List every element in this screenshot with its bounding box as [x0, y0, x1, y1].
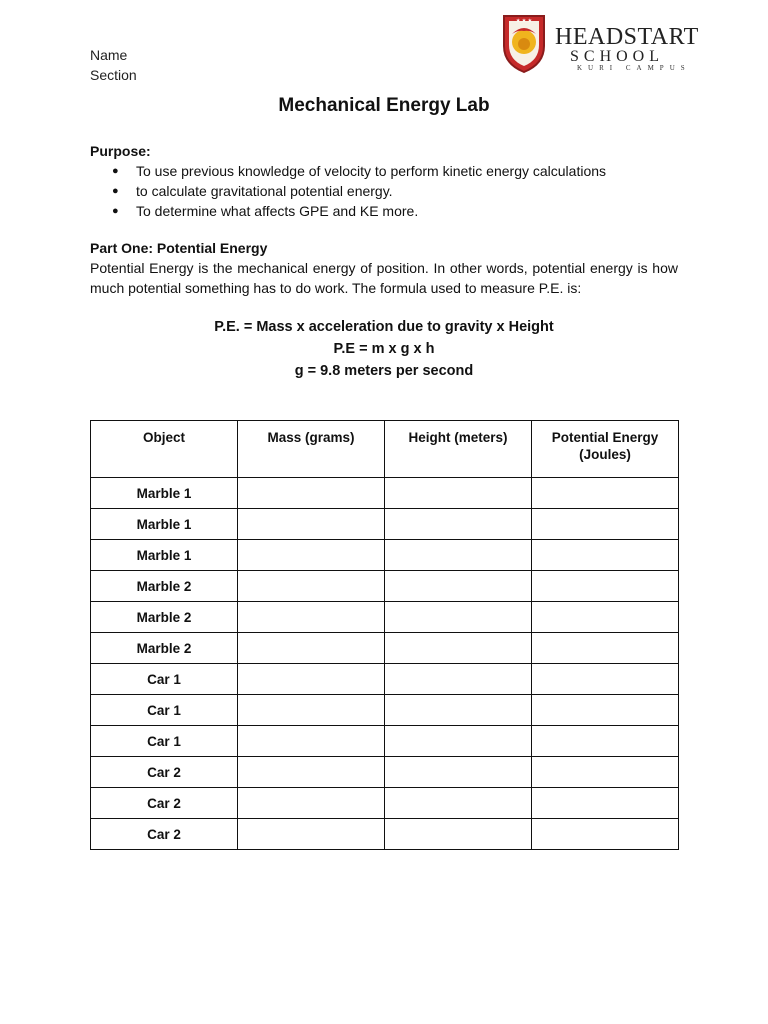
height-cell[interactable]	[385, 757, 532, 788]
mass-cell[interactable]	[238, 695, 385, 726]
column-header: Potential Energy (Joules)	[532, 421, 679, 478]
height-cell[interactable]	[385, 602, 532, 633]
table-row	[91, 757, 679, 788]
height-cell[interactable]	[385, 788, 532, 819]
height-cell[interactable]	[385, 571, 532, 602]
height-cell[interactable]	[385, 478, 532, 509]
mass-cell[interactable]	[238, 478, 385, 509]
energy-cell[interactable]	[532, 788, 679, 819]
table-row	[91, 633, 679, 664]
svg-text:★ ★ ★: ★ ★ ★	[515, 18, 533, 24]
table-row	[91, 726, 679, 757]
energy-cell[interactable]	[532, 726, 679, 757]
object-cell: Marble 2	[91, 571, 238, 602]
object-cell: Marble 1	[91, 478, 238, 509]
column-header: Mass (grams)	[238, 421, 385, 478]
object-cell: Car 2	[91, 819, 238, 850]
energy-cell[interactable]	[532, 819, 679, 850]
energy-cell[interactable]	[532, 602, 679, 633]
energy-cell[interactable]	[532, 695, 679, 726]
table-row	[91, 478, 679, 509]
purpose-heading: Purpose:	[90, 143, 151, 159]
table-row	[91, 540, 679, 571]
column-header: Height (meters)	[385, 421, 532, 478]
mass-cell[interactable]	[238, 664, 385, 695]
student-info	[90, 45, 137, 85]
purpose-item-text: To use previous knowledge of velocity to perform kinetic energy calculations	[136, 163, 607, 179]
part-one-paragraph: Potential Energy is the mechanical energy of position. In other words, potential energy is how much potential something has to do work. The formula used to measure P.E. is:	[90, 260, 678, 296]
energy-cell[interactable]	[532, 571, 679, 602]
mass-cell[interactable]	[238, 509, 385, 540]
purpose-item-text: to calculate gravitational potential energy.	[136, 183, 393, 199]
object-cell: Car 2	[91, 788, 238, 819]
column-header: Object	[91, 421, 238, 478]
object-cell: Car 2	[91, 757, 238, 788]
table-header-row	[91, 421, 679, 478]
mass-cell[interactable]	[238, 540, 385, 571]
purpose-list	[90, 161, 690, 221]
table-row	[91, 819, 679, 850]
formula-line: P.E. = Mass x acceleration due to gravity x Height	[214, 319, 554, 335]
energy-cell[interactable]	[532, 664, 679, 695]
object-cell: Marble 1	[91, 540, 238, 571]
formula-block	[0, 316, 768, 382]
table-row	[91, 571, 679, 602]
mass-cell[interactable]	[238, 726, 385, 757]
energy-cell[interactable]	[532, 633, 679, 664]
table-row	[91, 664, 679, 695]
height-cell[interactable]	[385, 819, 532, 850]
list-item	[90, 201, 690, 221]
mass-cell[interactable]	[238, 757, 385, 788]
logo-subtitle: SCHOOL	[570, 48, 665, 65]
object-cell: Car 1	[91, 726, 238, 757]
potential-energy-table	[90, 420, 679, 850]
purpose-section	[90, 141, 690, 221]
school-logo	[500, 12, 699, 74]
list-item	[90, 181, 690, 201]
energy-cell[interactable]	[532, 540, 679, 571]
table-row	[91, 695, 679, 726]
table-row	[91, 788, 679, 819]
bullet-icon: ●	[112, 165, 119, 177]
height-cell[interactable]	[385, 509, 532, 540]
part-one-heading: Part One: Potential Energy	[90, 240, 268, 256]
bullet-icon: ●	[112, 185, 119, 197]
formula-line: g = 9.8 meters per second	[294, 363, 474, 379]
height-cell[interactable]	[385, 664, 532, 695]
section-label: Section	[90, 67, 137, 83]
logo-title: HEADSTART	[555, 24, 699, 50]
document-title: Mechanical Energy Lab	[278, 95, 490, 116]
energy-cell[interactable]	[532, 757, 679, 788]
shield-icon	[500, 12, 548, 74]
table-row	[91, 602, 679, 633]
mass-cell[interactable]	[238, 571, 385, 602]
height-cell[interactable]	[385, 633, 532, 664]
mass-cell[interactable]	[238, 819, 385, 850]
object-cell: Car 1	[91, 695, 238, 726]
object-cell: Marble 2	[91, 633, 238, 664]
height-cell[interactable]	[385, 695, 532, 726]
mass-cell[interactable]	[238, 788, 385, 819]
logo-campus: KURI CAMPUS	[577, 64, 691, 72]
energy-cell[interactable]	[532, 478, 679, 509]
object-cell: Marble 1	[91, 509, 238, 540]
purpose-item-text: To determine what affects GPE and KE more.	[136, 203, 419, 219]
name-label: Name	[90, 47, 128, 63]
energy-cell[interactable]	[532, 509, 679, 540]
object-cell: Car 1	[91, 664, 238, 695]
bullet-icon: ●	[112, 205, 119, 217]
list-item	[90, 161, 690, 181]
height-cell[interactable]	[385, 726, 532, 757]
height-cell[interactable]	[385, 540, 532, 571]
mass-cell[interactable]	[238, 602, 385, 633]
part-one-section	[90, 238, 678, 298]
formula-line: P.E = m x g x h	[333, 341, 435, 357]
object-cell: Marble 2	[91, 602, 238, 633]
mass-cell[interactable]	[238, 633, 385, 664]
table-row	[91, 509, 679, 540]
